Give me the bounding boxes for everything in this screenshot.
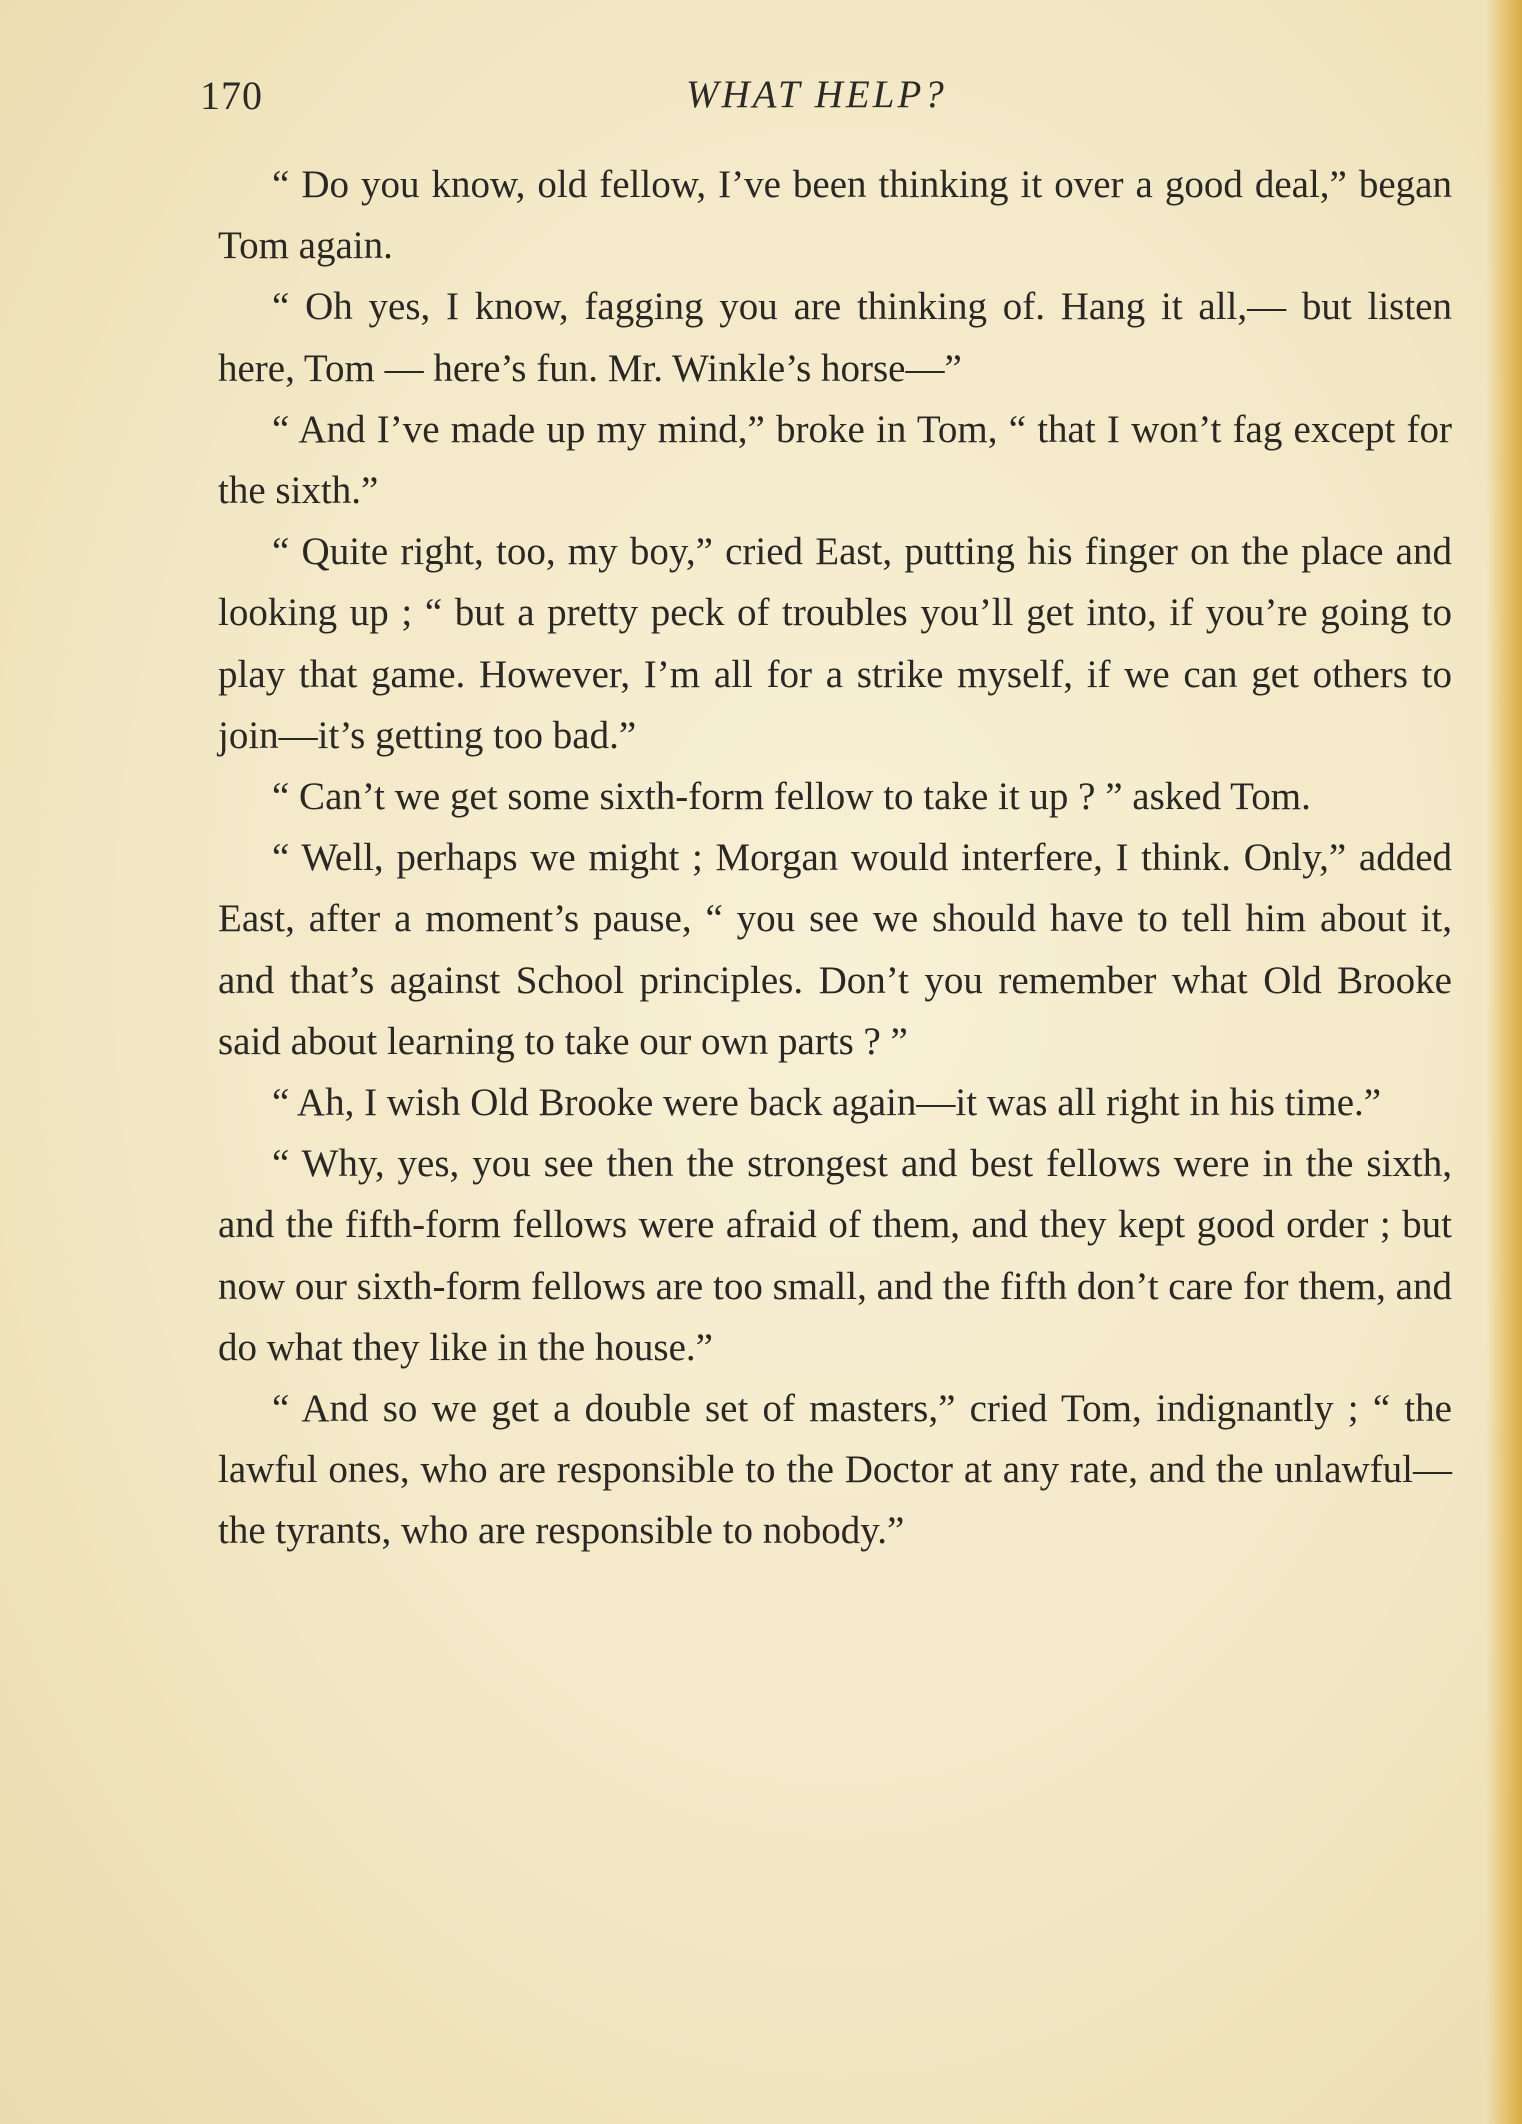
paragraph: “ And so we get a double set of masters,” cried Tom, indignantly ; “ the lawful ones, who are responsible to the Doctor at any rate, and the unlawful—the tyrants, who are responsible to nobody.” [218, 1387, 1452, 1553]
paragraph: “ Do you know, old fellow, I’ve been thinking it over a good deal,” began Tom again. [218, 163, 1452, 268]
paragraph: “ Why, yes, you see then the strongest and best fellows were in the sixth, and the fifth-form fellows were afraid of them, and they kept good order ; but now our sixth-form fellows are too small, and the fifth don’t care for them, and do what they like in the house.” [218, 1142, 1452, 1369]
paragraph: “ Oh yes, I know, fagging you are thinking of. Hang it all,— but listen here, Tom — here’s fun. Mr. Winkle’s horse—” [218, 285, 1452, 390]
page-number: 170 [200, 73, 263, 118]
paragraph: “ Can’t we get some sixth-form fellow to take it up ? ” asked Tom. [272, 775, 1311, 819]
page-edge-shading [1486, 0, 1522, 2124]
paragraph: “ Well, perhaps we might ; Morgan would interfere, I think. Only,” added East, after a moment’s pause, “ you see we should have to tell him about it, and that’s against School principles. Don’t you remember what Old Brooke said about learning to take our own parts ? ” [218, 836, 1452, 1063]
paragraph: “ And I’ve made up my mind,” broke in Tom, “ that I won’t fag except for the sixth.” [218, 407, 1452, 513]
body-text [218, 154, 1452, 1562]
running-title: WHAT HELP? [686, 73, 947, 116]
paragraph: “ Ah, I wish Old Brooke were back again—it was all right in his time.” [272, 1081, 1382, 1125]
paragraph: “ Quite right, too, my boy,” cried East, putting his finger on the place and looking up ; “ but a pretty peck of troubles you’ll get into, if you’re going to play that game. However, I’m all for a strike myself, if we can get others to join—it’s getting too bad.” [218, 530, 1452, 757]
